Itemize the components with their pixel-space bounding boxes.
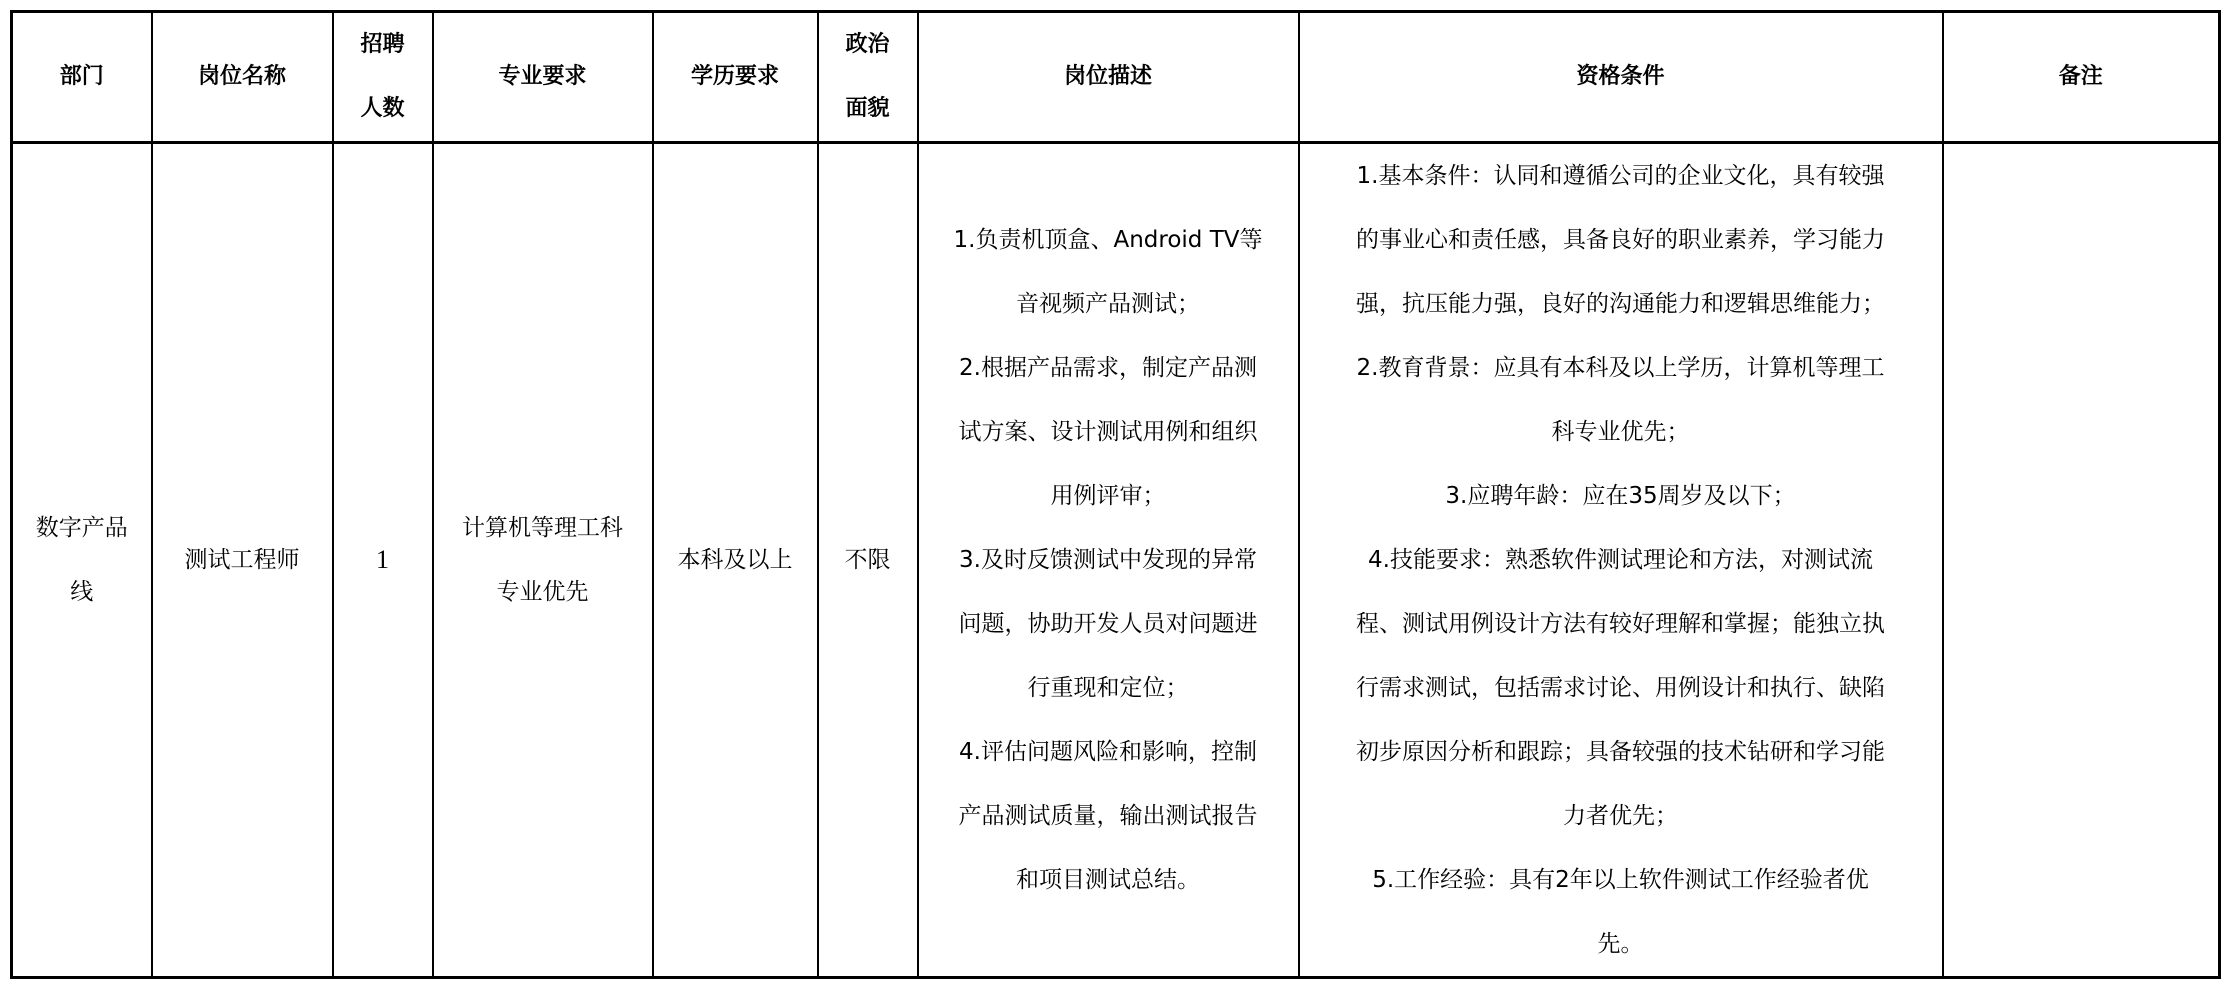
recruitment-table	[10, 10, 2221, 979]
cell-position-title	[152, 143, 333, 978]
qualifications-line: 力者优先；	[1563, 803, 1678, 829]
position-title-text: 测试工程师	[184, 547, 300, 573]
header-row	[12, 12, 2220, 143]
header-qualifications	[1299, 12, 1943, 143]
job-description-line: 和项目测试总结。	[1016, 867, 1200, 893]
header-headcount	[333, 12, 433, 143]
major-requirement-text-line1: 计算机等理工科	[462, 515, 623, 541]
job-description-line: 1.负责机顶盒、Android TV等	[953, 227, 1263, 253]
qualifications-line: 先。	[1597, 931, 1644, 957]
major-requirement-text-line2: 专业优先	[496, 579, 589, 605]
cell-job-description	[918, 143, 1299, 978]
job-description-line: 2.根据产品需求，制定产品测	[959, 355, 1257, 381]
qualifications-line: 科专业优先；	[1551, 419, 1690, 445]
cell-qualifications	[1299, 143, 1943, 978]
header-political-status-label-line2: 面貌	[845, 96, 890, 121]
qualifications-line: 程、测试用例设计方法有较好理解和掌握；能独立执	[1356, 611, 1885, 637]
headcount-value: 1	[376, 545, 389, 574]
cell-major-requirement	[433, 143, 653, 978]
header-remarks-label: 备注	[2058, 64, 2103, 89]
header-headcount-label-line2: 人数	[360, 96, 405, 121]
job-description-line: 4.评估问题风险和影响，控制	[959, 739, 1257, 765]
header-qualifications-label: 资格条件	[1576, 64, 1665, 89]
header-major-requirement-label: 专业要求	[498, 64, 587, 89]
job-description-line: 行重现和定位；	[1027, 675, 1189, 701]
qualifications-line: 行需求测试，包括需求讨论、用例设计和执行、缺陷	[1356, 675, 1885, 701]
education-requirement-text: 本科及以上	[677, 547, 793, 573]
qualifications-line: 4.技能要求：熟悉软件测试理论和方法，对测试流	[1368, 547, 1873, 573]
header-political-status-label-line1: 政治	[845, 32, 890, 57]
qualifications-line: 的事业心和责任感，具备良好的职业素养，学习能力	[1356, 227, 1885, 253]
political-status-text: 不限	[844, 547, 891, 573]
qualifications-line: 5.工作经验：具有2年以上软件测试工作经验者优	[1372, 867, 1869, 893]
header-major-requirement	[433, 12, 653, 143]
header-political-status	[818, 12, 918, 143]
qualifications-line: 1.基本条件：认同和遵循公司的企业文化，具有较强	[1356, 163, 1885, 189]
cell-headcount	[333, 143, 433, 978]
header-department	[12, 12, 152, 143]
department-text-line2: 线	[70, 579, 94, 605]
job-description-line: 音视频产品测试；	[1016, 291, 1200, 317]
header-job-description-label: 岗位描述	[1063, 64, 1152, 89]
qualifications-line: 强，抗压能力强，良好的沟通能力和逻辑思维能力；	[1356, 291, 1885, 317]
table-body	[12, 143, 2220, 978]
header-job-description	[918, 12, 1299, 143]
header-department-label: 部门	[59, 64, 104, 89]
cell-education-requirement	[653, 143, 818, 978]
cell-department	[12, 143, 152, 978]
header-position-title-label: 岗位名称	[197, 64, 286, 89]
qualifications-line: 初步原因分析和跟踪；具备较强的技术钻研和学习能	[1356, 739, 1885, 765]
table-header	[12, 12, 2220, 143]
cell-political-status	[818, 143, 918, 978]
qualifications-line: 2.教育背景：应具有本科及以上学历，计算机等理工	[1356, 355, 1885, 381]
cell-remarks	[1943, 143, 2220, 978]
job-description-line: 问题，协助开发人员对问题进	[958, 611, 1258, 637]
job-description-line: 产品测试质量，输出测试报告	[958, 803, 1258, 829]
job-description-line: 用例评审；	[1050, 483, 1166, 509]
header-headcount-label-line1: 招聘	[360, 32, 405, 57]
header-education-requirement	[653, 12, 818, 143]
qualifications-line: 3.应聘年龄：应在35周岁及以下；	[1445, 483, 1796, 509]
header-education-requirement-label: 学历要求	[690, 64, 779, 89]
header-position-title	[152, 12, 333, 143]
job-description-line: 3.及时反馈测试中发现的异常	[959, 547, 1257, 573]
department-text-line1: 数字产品	[35, 515, 128, 541]
table-row	[12, 143, 2220, 978]
header-remarks	[1943, 12, 2220, 143]
job-description-line: 试方案、设计测试用例和组织	[958, 419, 1258, 445]
